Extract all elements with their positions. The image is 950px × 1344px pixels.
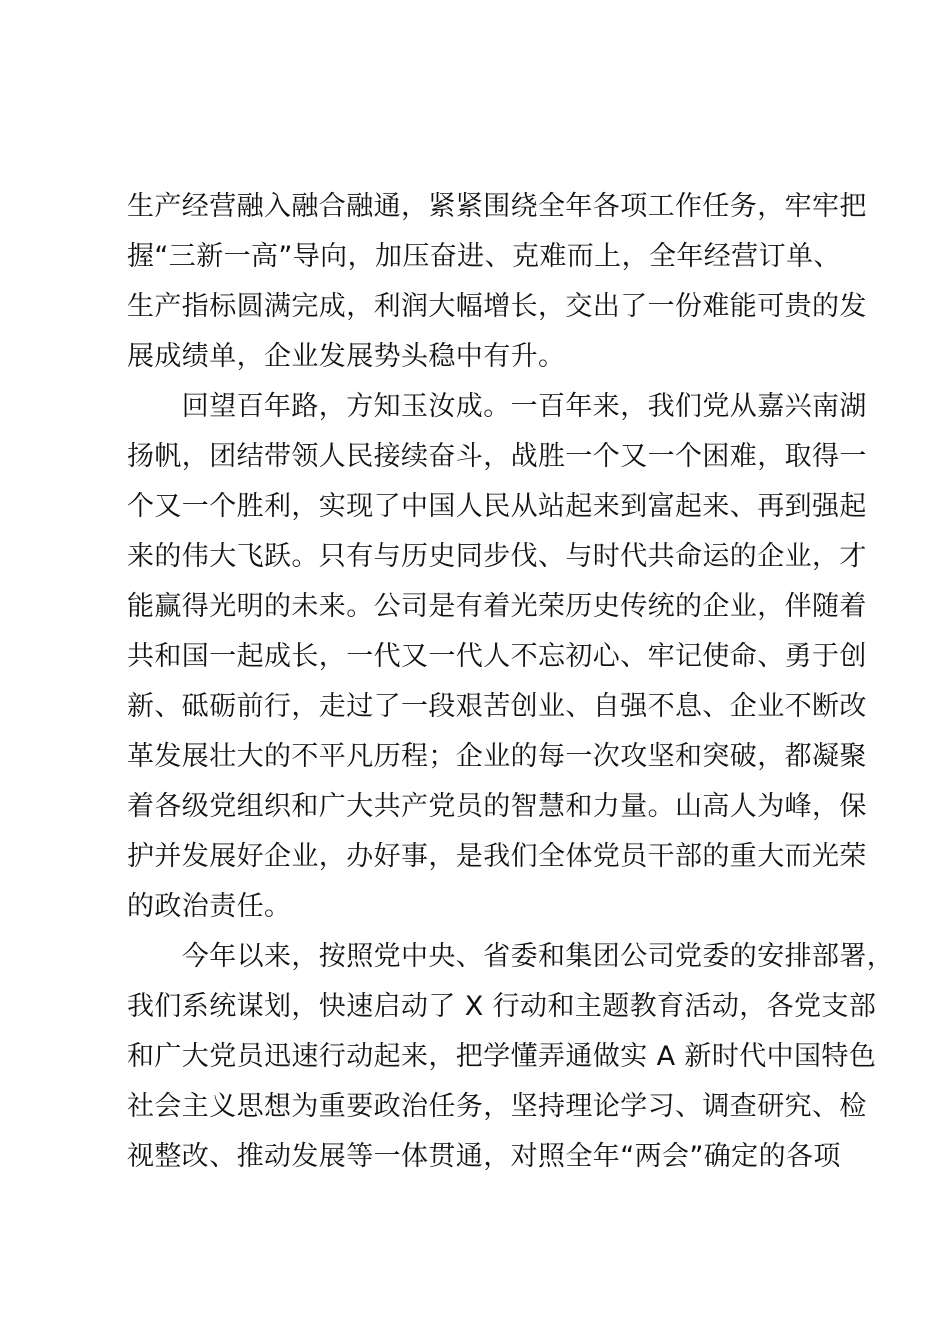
- text-line: 护并发展好企业，办好事，是我们全体党员干部的重大而光荣: [127, 841, 867, 872]
- text-line: 握“三新一高”导向，加压奋进、克难而上，全年经营订单、: [127, 241, 841, 272]
- text-line: 今年以来，按照党中央、省委和集团公司党委的安排部署，: [127, 941, 895, 972]
- text-line: 新、砥砺前行，走过了一段艰苦创业、自强不息、企业不断改: [127, 691, 867, 722]
- text-line: 生产经营融入融合融通，紧紧围绕全年各项工作任务，牢牢把: [127, 191, 867, 222]
- text-line: 能赢得光明的未来。公司是有着光荣历史传统的企业，伴随着: [127, 591, 867, 622]
- text-line: 的政治责任。: [127, 891, 292, 922]
- paragraph: [127, 382, 867, 932]
- text-line: 回望百年路，方知玉汝成。一百年来，我们党从嘉兴南湖: [127, 391, 867, 422]
- text-line: 社会主义思想为重要政治任务，坚持理论学习、调查研究、检: [127, 1091, 867, 1122]
- paragraph: [127, 182, 867, 382]
- text-line: 和广大党员迅速行动起来，把学懂弄通做实 A 新时代中国特色: [127, 1041, 877, 1072]
- text-line: 共和国一起成长，一代又一代人不忘初心、牢记使命、勇于创: [127, 641, 867, 672]
- text-line: 展成绩单，企业发展势头稳中有升。: [127, 341, 566, 372]
- document-body: [127, 182, 895, 1182]
- text-line: 视整改、推动发展等一体贯通，对照全年“两会”确定的各项: [127, 1141, 841, 1172]
- text-line: 着各级党组织和广大共产党员的智慧和力量。山高人为峰，保: [127, 791, 867, 822]
- text-line: 革发展壮大的不平凡历程；企业的每一次攻坚和突破，都凝聚: [127, 741, 867, 772]
- text-line: 我们系统谋划，快速启动了 X 行动和主题教育活动，各党支部: [127, 991, 877, 1022]
- paragraph: [127, 932, 895, 1182]
- text-line: 来的伟大飞跃。只有与历史同步伐、与时代共命运的企业，才: [127, 541, 867, 572]
- text-line: 生产指标圆满完成，利润大幅增长，交出了一份难能可贵的发: [127, 291, 867, 322]
- text-line: 扬帆，团结带领人民接续奋斗，战胜一个又一个困难，取得一: [127, 441, 867, 472]
- text-line: 个又一个胜利，实现了中国人民从站起来到富起来、再到强起: [127, 491, 867, 522]
